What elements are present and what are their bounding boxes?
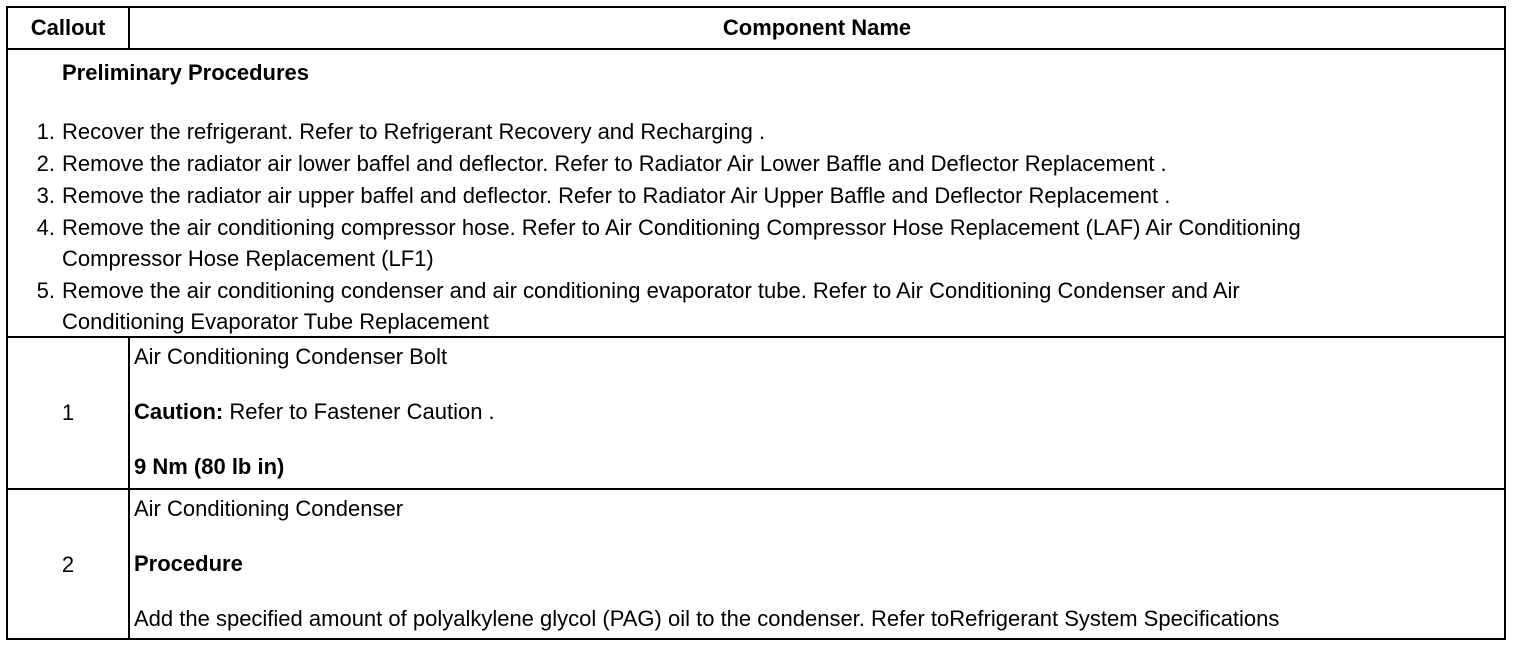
- caution-text: Refer to Fastener Caution .: [223, 399, 495, 424]
- step-text: Remove the air conditioning condenser and air conditioning evaporator tube. Refer to Air Conditioning Condenser and Air: [62, 278, 1240, 303]
- callout-value: 1: [61, 400, 75, 425]
- callout-number: [8, 490, 130, 640]
- step-text: Remove the air conditioning compressor hose. Refer to Air Conditioning Compressor Hose Replacement (LAF) Air Conditioning: [62, 215, 1301, 240]
- step-number: 5.: [36, 278, 55, 303]
- step-item: [36, 116, 1484, 147]
- step-item: [36, 180, 1484, 211]
- step-item: [36, 212, 1484, 274]
- table-header-row: [8, 8, 1504, 50]
- step-text-continued: Conditioning Evaporator Tube Replacement: [62, 309, 489, 334]
- step-number: 2.: [36, 151, 55, 176]
- component-table: [6, 6, 1506, 640]
- table-row-callout-1: [8, 338, 1504, 490]
- procedure-label: Procedure: [134, 551, 243, 576]
- step-text: Recover the refrigerant. Refer to Refrigerant Recovery and Recharging .: [62, 119, 766, 144]
- header-component-name: Component Name: [722, 15, 912, 40]
- step-text: Remove the radiator air upper baffel and deflector. Refer to Radiator Air Upper Baffle and Deflector Replacement .: [62, 183, 1171, 208]
- step-number: 3.: [36, 183, 55, 208]
- step-text-continued: Compressor Hose Replacement (LF1): [62, 246, 434, 271]
- torque-spec: 9 Nm (80 lb in): [134, 454, 285, 479]
- preliminary-steps-list: [36, 116, 1484, 338]
- callout-value: 2: [61, 552, 75, 577]
- component-name: Air Conditioning Condenser: [134, 496, 404, 521]
- preliminary-procedures-row: [8, 50, 1504, 338]
- preliminary-title: Preliminary Procedures: [62, 60, 310, 85]
- caution-note: [134, 399, 495, 425]
- header-callout: Callout: [8, 8, 130, 48]
- procedure-text: Add the specified amount of polyalkylene glycol (PAG) oil to the condenser. Refer toRefrigerant System Specifications: [134, 606, 1280, 631]
- table-row-callout-2: [8, 490, 1504, 640]
- step-text: Remove the radiator air lower baffel and deflector. Refer to Radiator Air Lower Baffle and Deflector Replacement .: [62, 151, 1167, 176]
- step-number: 1.: [36, 119, 55, 144]
- component-name: Air Conditioning Condenser Bolt: [134, 344, 448, 369]
- caution-label: Caution:: [134, 399, 224, 424]
- step-item: [36, 148, 1484, 179]
- step-number: 4.: [36, 215, 55, 240]
- callout-number: [8, 338, 130, 488]
- step-item: [36, 275, 1484, 337]
